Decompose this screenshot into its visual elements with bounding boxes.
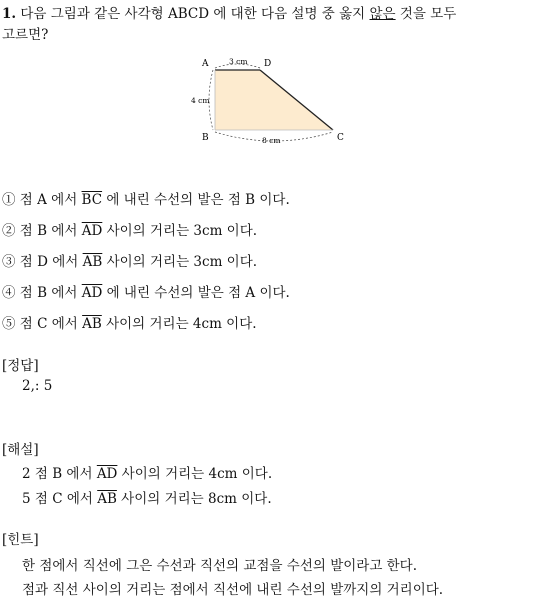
- explanation-heading: [해설]: [2, 442, 39, 458]
- answer-heading: [정답]: [2, 358, 39, 374]
- choice-marker: ⑤: [2, 316, 16, 332]
- dim-label-bottom: 8 cm: [262, 136, 281, 145]
- dim-arc-left: [209, 70, 213, 130]
- hint-line-2: 점과 직선 사이의 거리는 점에서 직선에 내린 수선의 발까지의 거리이다.: [22, 582, 444, 598]
- question-number: 1.: [2, 6, 17, 22]
- explanation-line-2: [22, 487, 272, 507]
- question-line-1: [2, 2, 456, 22]
- explanation-line-1: [22, 462, 272, 482]
- vertex-label-c: C: [337, 133, 344, 143]
- choice-4[interactable]: [2, 281, 290, 301]
- choice-text-pre: 점 B 에서: [19, 223, 82, 239]
- segment-label: $\overline{BC}$: [81, 192, 103, 208]
- choice-text-post: 사이의 거리는 4cm 이다.: [101, 316, 257, 332]
- question-text-pre: 다음 그림과 같은 사각형 ABCD 에 대한 다음 설명 중 옳지: [20, 6, 370, 22]
- trapezoid-shape: [215, 70, 333, 130]
- choice-text-post: 에 내린 수선의 발은 점 B 이다.: [102, 192, 290, 208]
- trapezoid-figure: [185, 52, 355, 147]
- hint-line-1: 한 점에서 직선에 그은 수선과 직선의 교점을 수선의 발이라고 한다.: [22, 558, 418, 574]
- choice-marker: ①: [2, 192, 16, 208]
- choice-3[interactable]: [2, 250, 257, 270]
- choice-text-pre: 점 C 에서: [19, 316, 83, 332]
- vertex-label-a: A: [202, 59, 209, 69]
- choice-2[interactable]: [2, 219, 257, 239]
- choice-5[interactable]: [2, 312, 257, 332]
- segment-label: $\overline{AB}$: [82, 316, 102, 332]
- segment-label: $\overline{AB}$: [97, 491, 117, 507]
- question-text-post: 것을 모두: [395, 6, 457, 22]
- dim-label-left: 4 cm: [191, 96, 210, 105]
- question-emphasis: 않은: [369, 6, 396, 22]
- explanation-text-pre: 2 점 B 에서: [22, 466, 97, 482]
- choice-marker: ②: [2, 223, 16, 239]
- vertex-label-b: B: [202, 133, 209, 143]
- answer-value: 2,: 5: [22, 378, 53, 394]
- segment-label: $\overline{AB}$: [82, 254, 103, 270]
- hint-heading: [힌트]: [2, 532, 39, 548]
- choice-marker: ④: [2, 285, 16, 301]
- choice-text-post: 사이의 거리는 3cm 이다.: [102, 223, 258, 239]
- explanation-text-pre: 5 점 C 에서: [22, 491, 98, 507]
- choice-text-pre: 점 D 에서: [19, 254, 83, 270]
- choice-text-pre: 점 B 에서: [19, 285, 82, 301]
- question-line-2: 고르면?: [2, 27, 49, 43]
- choice-1[interactable]: [2, 188, 290, 208]
- choice-marker: ③: [2, 254, 16, 270]
- segment-label: $\overline{AD}$: [81, 223, 103, 239]
- segment-label: $\overline{AD}$: [81, 285, 103, 301]
- explanation-text-post: 사이의 거리는 8cm 이다.: [116, 491, 272, 507]
- choice-text-pre: 점 A 에서: [19, 192, 82, 208]
- choice-text-post: 에 내린 수선의 발은 점 A 이다.: [102, 285, 290, 301]
- segment-label: $\overline{AD}$: [96, 466, 118, 482]
- explanation-text-post: 사이의 거리는 4cm 이다.: [117, 466, 273, 482]
- dim-label-top: 3 cm: [229, 57, 248, 66]
- vertex-label-d: D: [264, 59, 272, 69]
- choice-text-post: 사이의 거리는 3cm 이다.: [102, 254, 258, 270]
